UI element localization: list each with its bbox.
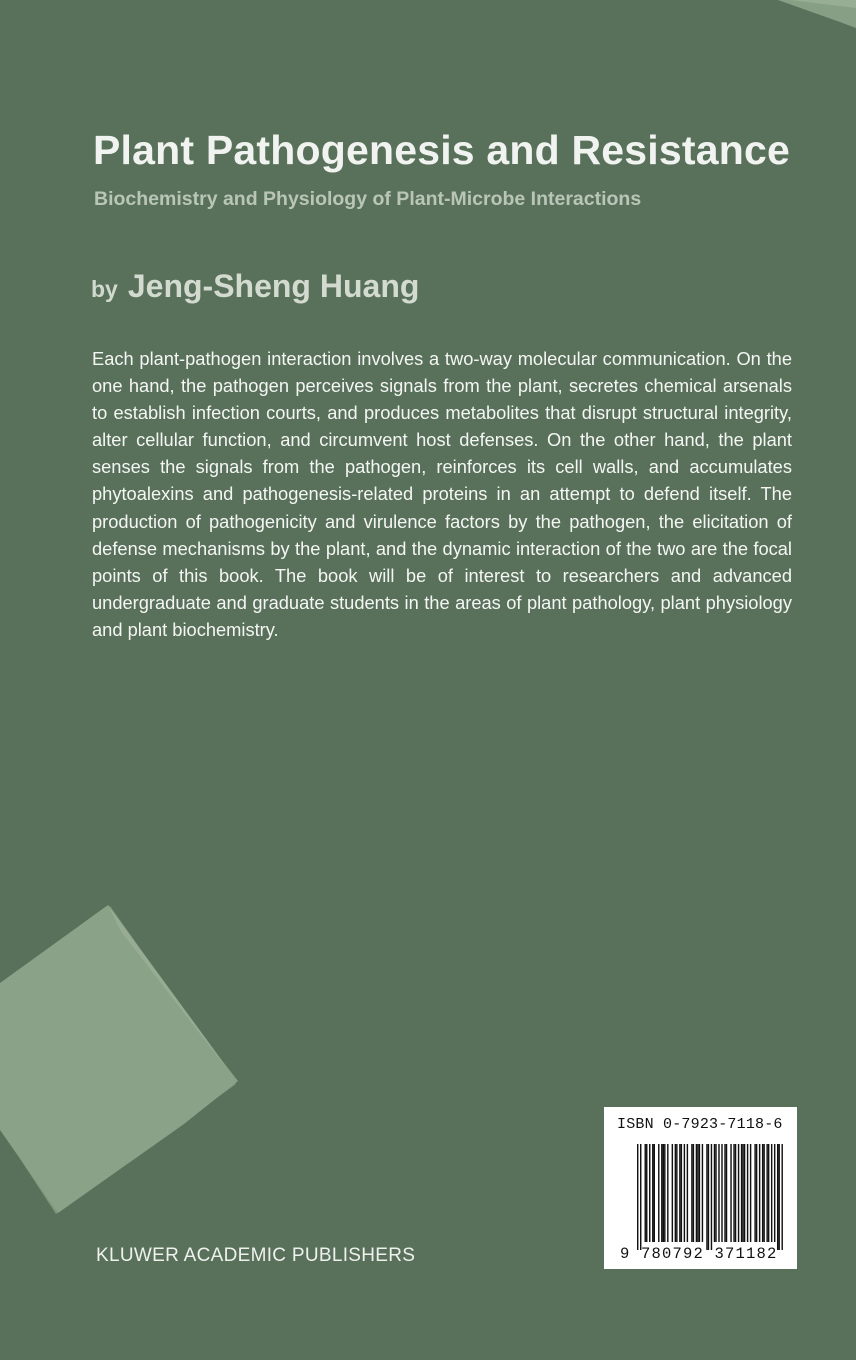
book-title: Plant Pathogenesis and Resistance [93,127,790,173]
barcode-digits: 9 780792 371182 [620,1245,778,1263]
author-name: Jeng-Sheng Huang [127,268,420,304]
publisher-name: KLUWER ACADEMIC PUBLISHERS [96,1245,416,1266]
decorative-square-bottom [0,905,238,1213]
barcode-panel [604,1107,797,1269]
byline [91,266,419,313]
book-description: Each plant-pathogen interaction involves a two-way molecular communication. On the one hand, the pathogen perceives signals from the plant, secretes chemical arsenals to establish infection courts, and produces metabolites that disrupt structural integrity, alter cellular function, and circumvent host defenses. On the other hand, the plant senses the signals from the pathogen, reinforces its cell walls, and accumulates phytoalexins and pathogenesis-related proteins in an attempt to defend itself. The production of pathogenicity and virulence factors by the pathogen, the elicitation of defense mechanisms by the plant, and the dynamic interaction of the two are the focal points of this book. The book will be of interest to researchers and advanced undergraduate and graduate students in the areas of plant pathology, plant physiology and plant biochemistry. [92,348,792,640]
isbn-label: ISBN 0-7923-7118-6 [617,1116,783,1133]
book-subtitle: Biochemistry and Physiology of Plant-Microbe Interactions [94,188,642,210]
byline-prefix: by [91,276,118,302]
